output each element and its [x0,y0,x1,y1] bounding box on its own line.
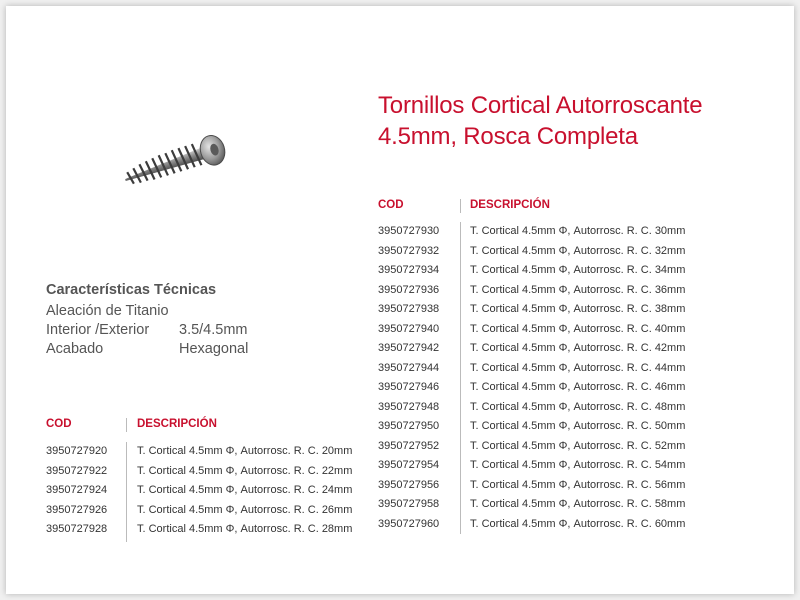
row-code: 3950727936 [378,283,440,296]
col-desc-header: DESCRIPCIÓN [137,418,217,430]
row-desc: T. Cortical 4.5mm Φ, Autorrosc. R. C. 54mm [470,459,686,471]
row-desc: T. Cortical 4.5mm Φ, Autorrosc. R. C. 22mm [137,464,353,477]
row-code: 3950727928 [46,523,108,535]
row-code: 3950727952 [378,439,440,452]
row-desc: T. Cortical 4.5mm Φ, Autorrosc. R. C. 30mm [470,225,686,237]
row-desc: T. Cortical 4.5mm Φ, Autorrosc. R. C. 36mm [470,283,686,296]
row-code: 3950727930 [378,225,440,237]
spec-finish-value: Hexagonal [179,341,249,357]
row-desc: T. Cortical 4.5mm Φ, Autorrosc. R. C. 46mm [470,381,686,393]
row-code: 3950727924 [46,484,108,496]
row-desc: T. Cortical 4.5mm Φ, Autorrosc. R. C. 20mm [137,445,353,457]
technical-specs [46,281,249,359]
row-code: 3950727920 [46,445,108,457]
row-code: 3950727946 [378,381,440,393]
row-code: 3950727942 [378,342,440,354]
col-code-header: COD [46,418,72,430]
row-code: 3950727956 [378,478,440,491]
row-desc: T. Cortical 4.5mm Φ, Autorrosc. R. C. 48mm [470,400,686,413]
row-desc: T. Cortical 4.5mm Φ, Autorrosc. R. C. 32mm [470,244,686,257]
column-divider [126,442,127,542]
row-code: 3950727958 [378,498,440,510]
row-desc: T. Cortical 4.5mm Φ, Autorrosc. R. C. 34mm [470,264,686,276]
row-desc: T. Cortical 4.5mm Φ, Autorrosc. R. C. 58mm [470,498,686,510]
row-desc: T. Cortical 4.5mm Φ, Autorrosc. R. C. 24mm [137,484,353,496]
col-desc-header: DESCRIPCIÓN [470,199,550,211]
row-code: 3950727954 [378,459,440,471]
header-divider [460,199,461,213]
page-title [378,90,702,152]
title-line-2: 4.5mm, Rosca Completa [378,123,638,150]
row-desc: T. Cortical 4.5mm Φ, Autorrosc. R. C. 44mm [470,361,686,374]
spec-finish [46,340,249,359]
spec-finish-label: Acabado [46,341,104,357]
row-code: 3950727944 [378,361,440,374]
row-code: 3950727948 [378,400,440,413]
header-divider [126,418,127,432]
row-code: 3950727950 [378,420,440,432]
row-desc: T. Cortical 4.5mm Φ, Autorrosc. R. C. 56mm [470,478,686,491]
row-code: 3950727922 [46,464,108,477]
row-code: 3950727960 [378,517,440,530]
row-desc: T. Cortical 4.5mm Φ, Autorrosc. R. C. 38mm [470,303,686,315]
col-code-header: COD [378,199,404,211]
column-divider [460,222,461,534]
spec-diameter [46,321,248,340]
catalog-page [6,6,794,594]
row-code: 3950727938 [378,303,440,315]
row-desc: T. Cortical 4.5mm Φ, Autorrosc. R. C. 40mm [470,322,686,335]
row-desc: T. Cortical 4.5mm Φ, Autorrosc. R. C. 28mm [137,523,353,535]
title-line-1: Tornillos Cortical Autorroscante [378,92,703,119]
row-desc: T. Cortical 4.5mm Φ, Autorrosc. R. C. 52mm [470,439,686,452]
row-code: 3950727934 [378,264,440,276]
row-code: 3950727932 [378,244,440,257]
row-desc: T. Cortical 4.5mm Φ, Autorrosc. R. C. 60mm [470,517,686,530]
row-desc: T. Cortical 4.5mm Φ, Autorrosc. R. C. 50mm [470,420,686,432]
spec-material: Aleación de Titanio [46,303,169,319]
screw-icon [112,130,236,192]
specs-heading: Características Técnicas [46,282,217,298]
row-code: 3950727940 [378,322,440,335]
spec-diameter-label: Interior /Exterior [46,322,150,338]
row-desc: T. Cortical 4.5mm Φ, Autorrosc. R. C. 26mm [137,503,353,516]
spec-diameter-value: 3.5/4.5mm [179,322,248,338]
row-desc: T. Cortical 4.5mm Φ, Autorrosc. R. C. 42mm [470,342,686,354]
row-code: 3950727926 [46,503,108,516]
